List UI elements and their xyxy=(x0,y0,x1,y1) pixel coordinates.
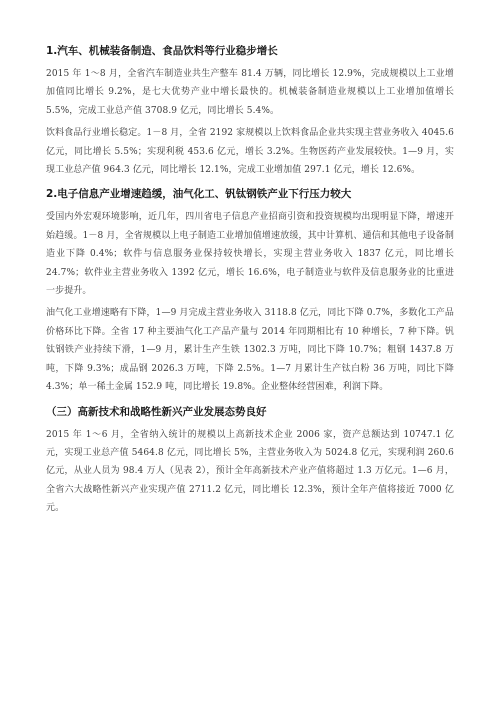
section-heading: 1.汽车、机械装备制造、食品饮料等行业稳步增长 xyxy=(46,45,278,57)
section-electronics-chemical-steel xyxy=(46,187,454,396)
section-auto-machinery-food xyxy=(46,44,454,179)
paragraph: 2015 年 1～6 月，全省纳入统计的规模以上高新技术企业 2006 家，资产总额达到 10747.1 亿元，实现工业总产值 5464.8 亿元，同比增长 5%，主营业务收入为 5024.8 亿元，实现利润 260.6 亿元，从业人员为 98.4 万人（见表 2），预计全年高新技术产业产值将超过 1.3 万亿元。1—6 月，全省六大战略性新兴产业实现产值 2711.2 亿元，同比增长 12.3%，预计全年产值将接近 7000 亿元。 xyxy=(46,429,454,514)
paragraph: 油气化工业增速略有下降，1—9 月完成主营业务收入 3118.8 亿元，同比下降 0.7%，多数化工产品价格环比下降。全省 17 种主要油气化工产品产量与 2014 年同期相比有 10 种增长，7 种下降。钒钛钢铁产业持续下滑，1—9 月，累计生产生铁 1302.3 万吨，同比下降 10.7%；粗钢 1437.8 万吨，下降 9.3%；成品钢 2026.3 万吨，下降 2.5%。1—7 月累计生产钛白粉 36 万吨，同比下降 4.3%；单一稀土金属 152.9 吨，同比增长 19.8%。企业整体经营困难，利润下降。 xyxy=(46,308,454,393)
paragraph: 2015 年 1～8 月，全省汽车制造业共生产整车 81.4 万辆，同比增长 12.9%，完成规模以上工业增加值同比增长 9.2%，是七大优势产业中增长最快的。机械装备制造业规模以上工业增加值增长 5.5%，完成工业总产值 3708.9 亿元，同比增长 5.4%。 xyxy=(46,69,454,116)
document-page xyxy=(46,44,454,522)
paragraph: 受国内外宏观环境影响，近几年，四川省电子信息产业招商引资和投资规模均出现明显下降，增速开始趋缓。1－8 月，全省规模以上电子制造工业增加值增速放缓，其中计算机、通信和其他电子设备制造业下降 0.4%；软件与信息服务业保持较快增长，实现主营业务收入 1837 亿元，同比增长 24.7%；软件业主营业务收入 1392 亿元，增长 16.6%，电子制造业与软件及信息服务业的比重进一步提升。 xyxy=(46,212,454,297)
paragraph: 饮料食品行业增长稳定。1－8 月，全省 2192 家规模以上饮料食品企业共实现主营业务收入 4045.6 亿元，同比增长 5.5%；实现利税 453.6 亿元，增长 3.2%。生物医药产业发展较快。1—9 月，实现工业总产值 964.3 亿元，同比增长 12.1%，完成工业增加值 297.1 亿元，增长 12.6%。 xyxy=(46,128,454,176)
section-heading: 2.电子信息产业增速趋缓，油气化工、钒钛钢铁产业下行压力较大 xyxy=(46,188,352,201)
section-high-tech-emerging xyxy=(46,405,454,518)
section-heading: （三）高新技术和战略性新兴产业发展态势良好 xyxy=(46,405,267,418)
